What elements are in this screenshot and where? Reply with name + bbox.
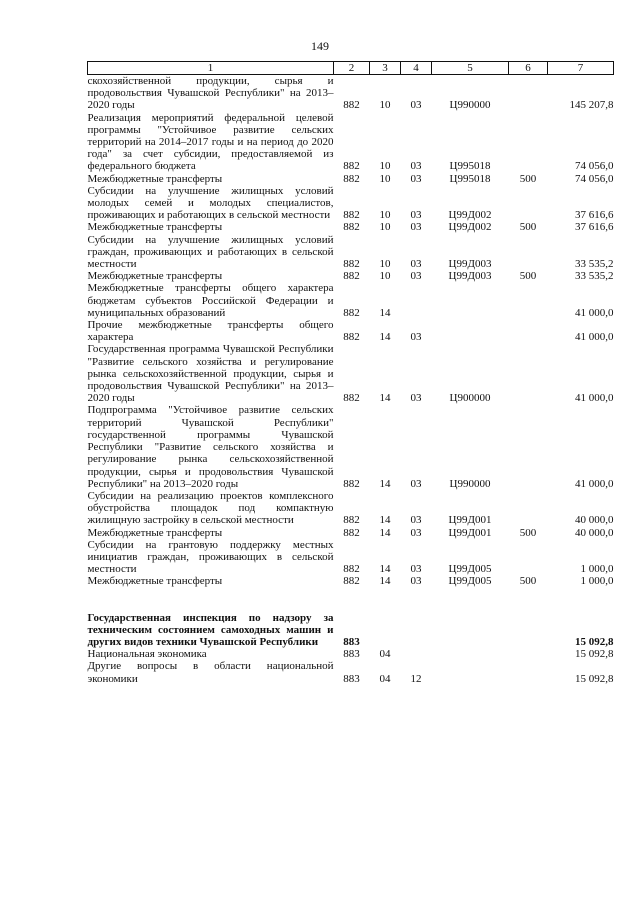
row-name: Межбюджетные трансферты общего характера бюджетам субъектов Российской Федерации и муниципальных образований <box>87 282 334 319</box>
row-col-2: 882 <box>343 526 360 539</box>
table-row <box>88 539 614 576</box>
row-col-6 <box>509 282 548 319</box>
row-col-2: 882 <box>343 575 360 588</box>
row-col-3: 04 <box>379 672 391 685</box>
row-name: Другие вопросы в области национальной экономики <box>87 660 334 685</box>
header-col-7: 7 <box>548 62 614 75</box>
row-col-3: 10 <box>379 99 391 112</box>
row-col-5: Ц99Д001 <box>448 514 492 527</box>
row-col-4: 03 <box>410 477 422 490</box>
row-col-2: 882 <box>343 331 360 344</box>
row-col-2: 882 <box>343 563 360 576</box>
row-col-3: 10 <box>379 172 391 185</box>
row-name: Субсидии на грантовую поддержку местных инициатив граждан, проживающих в сельской местности <box>87 538 334 576</box>
table-row <box>88 404 614 489</box>
table-row <box>88 343 614 404</box>
row-col-7: 74 056,0 <box>575 160 614 173</box>
row-col-2: 882 <box>343 270 360 283</box>
row-col-5: Ц99Д002 <box>448 209 492 222</box>
row-col-3: 10 <box>379 270 391 283</box>
header-row <box>88 62 614 75</box>
table-row <box>88 612 614 649</box>
page-number: 149 <box>311 39 329 53</box>
row-col-5: Ц99Д005 <box>448 563 492 576</box>
row-col-5: Ц990000 <box>449 99 491 112</box>
row-col-3: 14 <box>379 575 391 588</box>
table-row <box>88 282 614 319</box>
table-row <box>88 527 614 539</box>
row-col-7: 15 092,8 <box>575 635 614 648</box>
row-col-4: 12 <box>410 672 422 685</box>
row-col-5 <box>432 282 509 319</box>
row-col-6 <box>509 75 548 112</box>
row-col-7: 41 000,0 <box>575 392 614 405</box>
header-col-5: 5 <box>432 62 509 75</box>
table-body <box>88 75 614 685</box>
row-col-5 <box>432 319 509 343</box>
row-col-3: 10 <box>379 221 391 234</box>
row-col-4: 03 <box>410 99 422 112</box>
table-row <box>88 75 614 112</box>
row-name: Реализация мероприятий федеральной целевой программы "Устойчивое развитие сельских территорий на 2014–2017 годы и на период до 2020 года" за счет субсидии, предоставляемой из федерального бюджета <box>87 111 334 173</box>
table-row <box>88 234 614 271</box>
row-col-5: Ц99Д003 <box>448 258 492 271</box>
row-name: Межбюджетные трансферты <box>87 172 223 185</box>
row-col-5: Ц900000 <box>449 392 491 405</box>
spacer-row <box>88 588 614 612</box>
row-col-2: 882 <box>343 99 360 112</box>
row-col-6 <box>509 404 548 489</box>
row-name: скохозяйственной продукции, сырья и продовольствия Чувашской Республики" на 2013–2020 годы <box>87 75 334 112</box>
row-col-3: 14 <box>379 563 391 576</box>
row-col-7: 37 616,6 <box>575 209 614 222</box>
row-col-6 <box>509 343 548 404</box>
row-col-3: 04 <box>379 648 391 661</box>
row-col-3: 10 <box>379 258 391 271</box>
row-col-5: Ц990000 <box>449 477 491 490</box>
row-col-3: 14 <box>379 392 391 405</box>
row-col-4 <box>401 612 432 649</box>
row-col-2: 882 <box>343 221 360 234</box>
row-col-2: 882 <box>343 258 360 271</box>
row-col-7: 33 535,2 <box>575 258 614 271</box>
row-col-6 <box>509 234 548 271</box>
row-col-5: Ц995018 <box>449 160 491 173</box>
row-col-7: 1 000,0 <box>580 575 614 588</box>
row-col-4: 03 <box>410 209 422 222</box>
row-col-7: 15 092,8 <box>575 672 614 685</box>
row-col-4: 03 <box>410 563 422 576</box>
row-col-4: 03 <box>410 258 422 271</box>
row-col-7: 40 000,0 <box>575 514 614 527</box>
table-row <box>88 319 614 343</box>
row-col-2: 882 <box>343 392 360 405</box>
table-row <box>88 112 614 173</box>
row-col-2: 882 <box>343 514 360 527</box>
row-col-7: 41 000,0 <box>575 306 614 319</box>
table-row <box>88 221 614 233</box>
row-col-2: 882 <box>343 477 360 490</box>
table-row <box>88 173 614 185</box>
row-col-6: 500 <box>519 221 537 234</box>
row-col-6 <box>509 648 548 660</box>
row-name: Межбюджетные трансферты <box>87 575 223 588</box>
row-col-6 <box>509 539 548 576</box>
row-col-7: 15 092,8 <box>575 648 614 661</box>
row-name: Межбюджетные трансферты <box>87 221 223 234</box>
row-name: Межбюджетные трансферты <box>87 526 223 539</box>
row-name: Субсидии на улучшение жилищных условий граждан, проживающих и работающих в сельской местности <box>87 233 334 271</box>
row-col-3: 14 <box>379 477 391 490</box>
row-col-5: Ц99Д001 <box>448 526 492 539</box>
row-col-3: 10 <box>379 160 391 173</box>
row-col-6 <box>509 612 548 649</box>
row-col-7: 33 535,2 <box>575 270 614 283</box>
table-row <box>88 575 614 587</box>
row-col-4: 03 <box>410 172 422 185</box>
row-col-3: 14 <box>379 331 391 344</box>
header-col-2: 2 <box>334 62 370 75</box>
row-col-6 <box>509 660 548 684</box>
row-col-6 <box>509 319 548 343</box>
row-col-4: 03 <box>410 270 422 283</box>
row-name: Межбюджетные трансферты <box>87 270 223 283</box>
row-col-5: Ц99Д005 <box>448 575 492 588</box>
row-col-7: 74 056,0 <box>575 172 614 185</box>
row-name: Подпрограмма "Устойчивое развитие сельских территорий Чувашской Республики" государственной программы Чувашской Республики "Развитие сельского хозяйства и регулирование рынка сельскохозяйственной продукции, сырья и продовольствия Чувашской Республики" на 2013–2020 годы <box>87 404 334 490</box>
row-col-5: Ц99Д003 <box>448 270 492 283</box>
row-col-5: Ц99Д002 <box>448 221 492 234</box>
row-col-7: 37 616,6 <box>575 221 614 234</box>
row-col-7: 1 000,0 <box>580 563 614 576</box>
table-row <box>88 185 614 222</box>
row-col-4: 03 <box>410 392 422 405</box>
table-row <box>88 490 614 527</box>
row-col-2: 883 <box>343 672 360 685</box>
header-col-3: 3 <box>370 62 401 75</box>
row-col-3: 10 <box>379 209 391 222</box>
header-col-1: 1 <box>88 62 334 75</box>
row-name: Субсидии на реализацию проектов комплексного обустройства площадок под компактную жилищную застройку в сельской местности <box>87 489 334 527</box>
row-col-6: 500 <box>519 575 537 588</box>
row-col-2: 882 <box>343 306 360 319</box>
header-col-4: 4 <box>401 62 432 75</box>
row-col-4 <box>401 648 432 660</box>
row-col-3 <box>370 612 401 649</box>
table-row <box>88 270 614 282</box>
row-name: Государственная программа Чувашской Республики "Развитие сельского хозяйства и регулирование рынка сельскохозяйственной продукции, сырья и продовольствия Чувашской Республики" на 2013–2020 годы <box>87 343 334 405</box>
row-col-6 <box>509 112 548 173</box>
budget-table <box>87 61 614 685</box>
row-col-4: 03 <box>410 526 422 539</box>
row-col-6 <box>509 490 548 527</box>
row-col-7: 41 000,0 <box>575 331 614 344</box>
row-col-6: 500 <box>519 526 537 539</box>
row-col-3: 14 <box>379 526 391 539</box>
row-col-7: 41 000,0 <box>575 477 614 490</box>
row-col-4: 03 <box>410 575 422 588</box>
row-name: Государственная инспекция по надзору за техническим состоянием самоходных машин и других видов техники Чувашской Республики <box>87 611 334 648</box>
row-col-3: 14 <box>379 514 391 527</box>
table-row <box>88 648 614 660</box>
row-col-3: 14 <box>379 306 391 319</box>
row-col-4: 03 <box>410 331 422 344</box>
row-col-2: 883 <box>343 648 360 661</box>
row-col-4: 03 <box>410 221 422 234</box>
row-col-2: 883 <box>343 635 360 648</box>
row-col-5 <box>432 648 509 660</box>
row-col-4 <box>401 282 432 319</box>
row-col-7: 40 000,0 <box>575 526 614 539</box>
row-col-6 <box>509 185 548 222</box>
spacer-cell <box>88 588 614 612</box>
row-col-6: 500 <box>519 172 537 185</box>
row-col-2: 882 <box>343 160 360 173</box>
row-col-5 <box>432 612 509 649</box>
row-col-4: 03 <box>410 160 422 173</box>
row-name: Национальная экономика <box>87 648 207 661</box>
header-col-6: 6 <box>509 62 548 75</box>
row-col-5 <box>432 660 509 684</box>
row-name: Субсидии на улучшение жилищных условий молодых семей и молодых специалистов, проживающих и работающих в сельской местности <box>87 184 334 222</box>
row-col-2: 882 <box>343 209 360 222</box>
row-col-7: 145 207,8 <box>569 99 614 112</box>
row-col-5: Ц995018 <box>449 172 491 185</box>
row-col-6: 500 <box>519 270 537 283</box>
row-col-2: 882 <box>343 172 360 185</box>
row-col-4: 03 <box>410 514 422 527</box>
row-name: Прочие межбюджетные трансферты общего характера <box>87 319 334 344</box>
table-row <box>88 660 614 684</box>
